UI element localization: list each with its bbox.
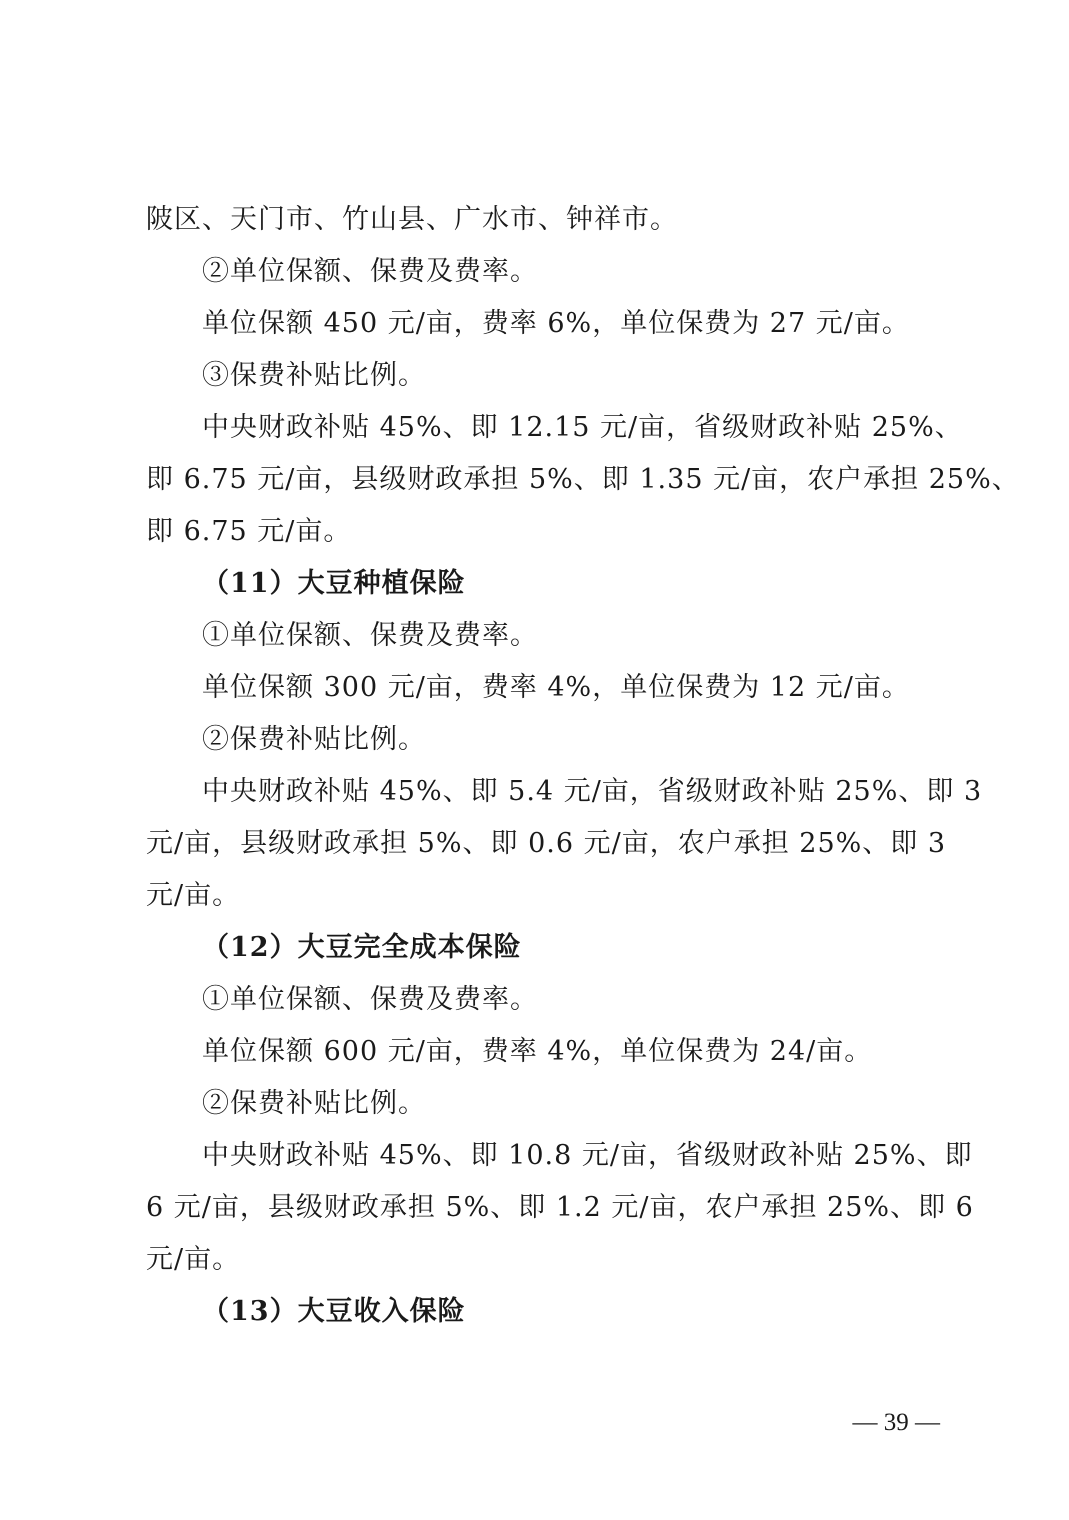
text-line: 中央财政补贴 45%、即 12.15 元/亩，省级财政补贴 25%、 [202, 412, 963, 443]
text-line: 陂区、天门市、竹山县、广水市、钟祥市。 [146, 204, 678, 235]
text-line: 单位保额 450 元/亩，费率 6%，单位保费为 27 元/亩。 [202, 308, 910, 339]
text-line: 中央财政补贴 45%、即 10.8 元/亩，省级财政补贴 25%、即 [202, 1140, 973, 1171]
section-heading-12: （12）大豆完全成本保险 [202, 932, 522, 963]
subheading-line: ①单位保额、保费及费率。 [202, 984, 538, 1015]
subheading-line: ②单位保额、保费及费率。 [202, 256, 538, 287]
subheading-line: ②保费补贴比例。 [202, 724, 426, 755]
subheading-line: ①单位保额、保费及费率。 [202, 620, 538, 651]
page-number: — 39 — [852, 1409, 940, 1436]
text-line: 6 元/亩，县级财政承担 5%、即 1.2 元/亩，农户承担 25%、即 6 [146, 1192, 974, 1223]
section-heading-11: （11）大豆种植保险 [202, 568, 466, 599]
subheading-line: ③保费补贴比例。 [202, 360, 426, 391]
text-line: 单位保额 600 元/亩，费率 4%，单位保费为 24/亩。 [202, 1036, 873, 1067]
text-line: 即 6.75 元/亩，县级财政承担 5%、即 1.35 元/亩，农户承担 25%、 [146, 464, 1020, 495]
text-line: 即 6.75 元/亩。 [146, 516, 352, 547]
text-line: 元/亩，县级财政承担 5%、即 0.6 元/亩，农户承担 25%、即 3 [146, 828, 947, 859]
text-line: 中央财政补贴 45%、即 5.4 元/亩，省级财政补贴 25%、即 3 [202, 776, 983, 807]
text-line: 单位保额 300 元/亩，费率 4%，单位保费为 12 元/亩。 [202, 672, 910, 703]
text-line: 元/亩。 [146, 1244, 241, 1275]
subheading-line: ②保费补贴比例。 [202, 1088, 426, 1119]
section-heading-13: （13）大豆收入保险 [202, 1296, 466, 1327]
text-line: 元/亩。 [146, 880, 241, 911]
